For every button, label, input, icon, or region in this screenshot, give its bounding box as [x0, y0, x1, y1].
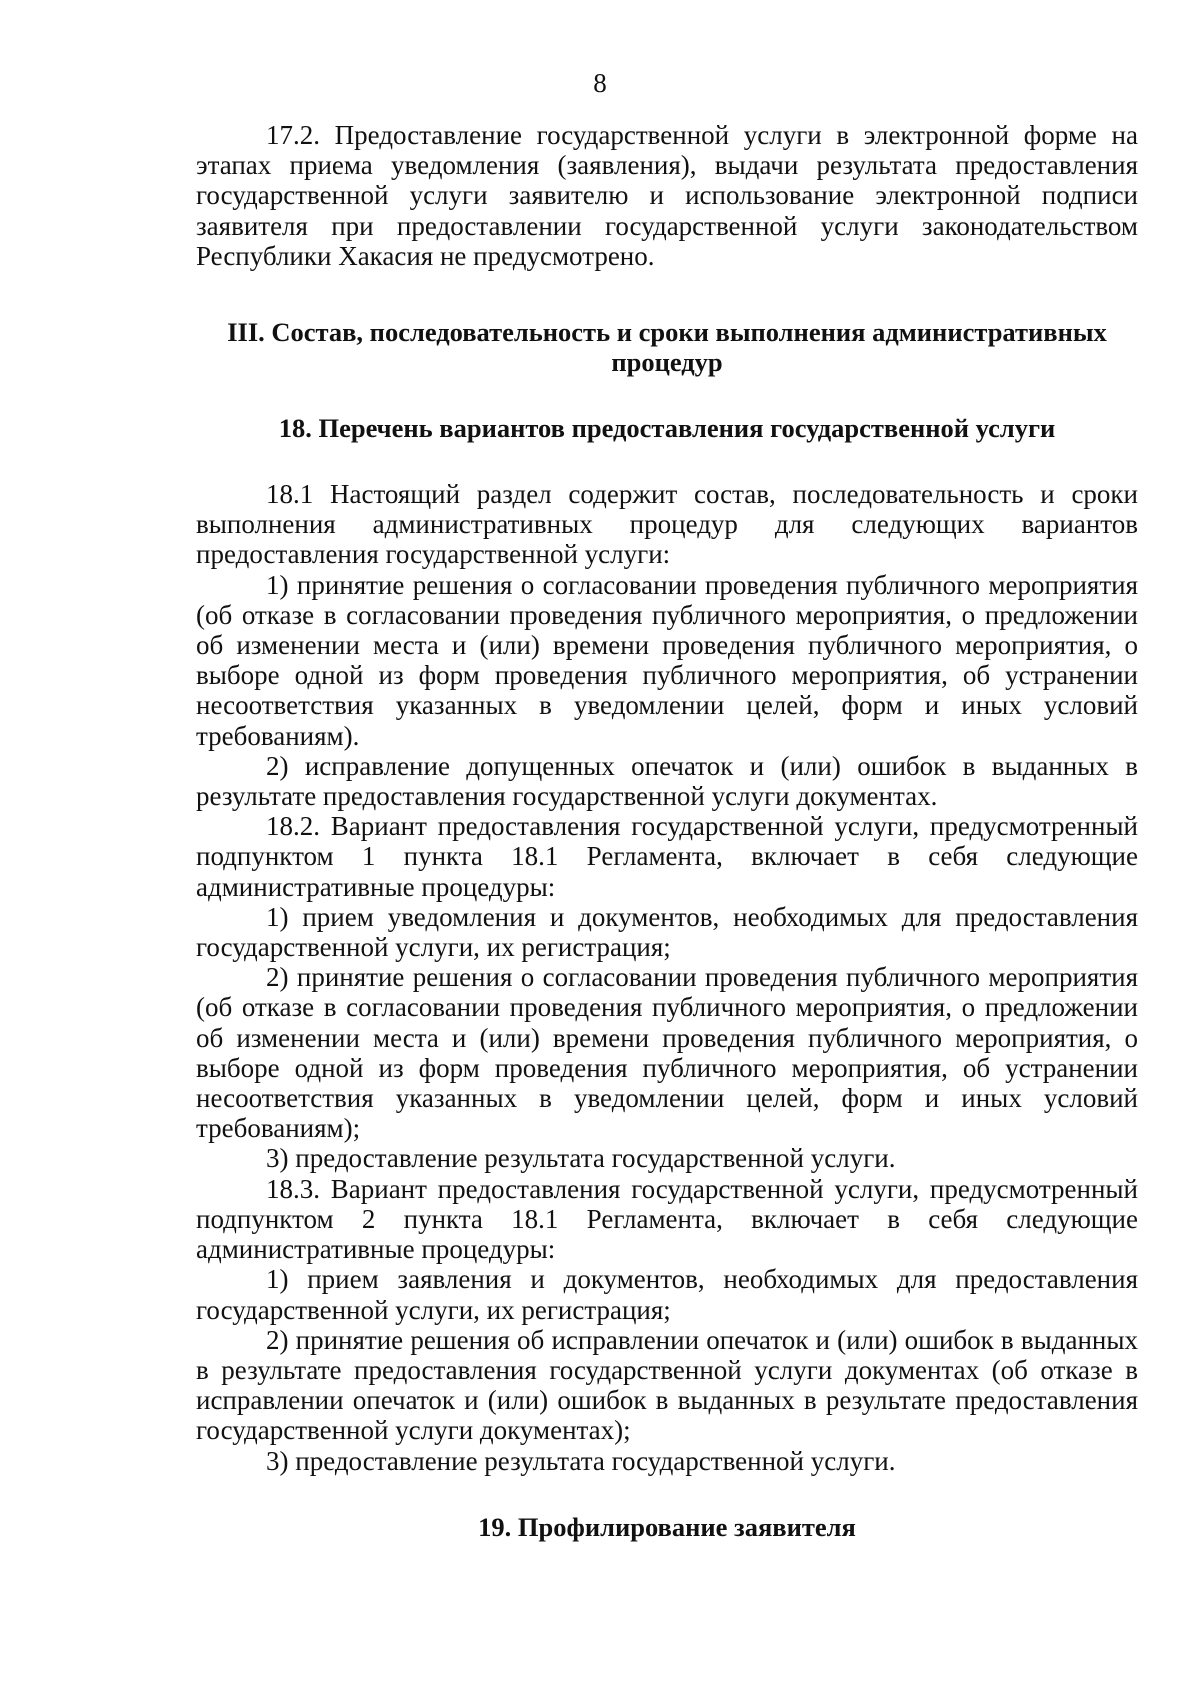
paragraph-18-3-item-1: 1) прием заявления и документов, необходимых для предоставления государственной услуги, их регистрация; — [196, 1264, 1138, 1325]
page-number: 8 — [593, 68, 607, 98]
paragraph-18-3: 18.3. Вариант предоставления государственной услуги, предусмотренный подпунктом 2 пункта 18.1 Регламента, включает в себя следующие административные процедуры: — [196, 1173, 1138, 1265]
paragraph-18-1-item-2: 2) исправление допущенных опечаток и (или) ошибок в выданных в результате предоставления государственной услуги документах. — [196, 750, 1138, 812]
paragraph-18-2-item-1: 1) прием уведомления и документов, необходимых для предоставления государственной услуги, их регистрация; — [196, 901, 1138, 963]
section-heading-iii: III. Состав, последовательность и сроки выполнения административных процедур — [227, 317, 1107, 378]
paragraph-18-1-item-1: 1) принятие решения о согласовании проведения публичного мероприятия (об отказе в согласовании проведения публичного мероприятия, о предложении об изменении места и (или) времени проведения публичного мероприятия, о выборе одной из форм проведения публичного мероприятия, об устранении несоответствия указанных в уведомлении целей, форм и иных условий требованиям). — [196, 569, 1138, 751]
heading-18: 18. Перечень вариантов предоставления государственной услуги — [278, 413, 1056, 444]
paragraph-18-3-item-3: 3) предоставление результата государственной услуги. — [266, 1445, 896, 1476]
paragraph-18-2-item-2: 2) принятие решения о согласовании проведения публичного мероприятия (об отказе в согласовании проведения публичного мероприятия, о предложении об изменении места и (или) времени проведения публичного мероприятия, о выборе одной из форм проведения публичного мероприятия, об устранении несоответствия указанных в уведомлении целей, форм и иных условий требованиям); — [196, 962, 1138, 1144]
heading-19: 19. Профилирование заявителя — [478, 1511, 856, 1542]
paragraph-17-2: 17.2. Предоставление государственной услуги в электронной форме на этапах приема уведомления (заявления), выдачи результата предоставления государственной услуги заявителю и использование электронной подписи заявителя при предоставлении государственной услуги законодательством Республики Хакасия не предусмотрено. — [196, 120, 1138, 271]
paragraph-18-2: 18.2. Вариант предоставления государственной услуги, предусмотренный подпунктом 1 пункта 18.1 Регламента, включает в себя следующие административные процедуры: — [196, 811, 1138, 902]
paragraph-18-1: 18.1 Настоящий раздел содержит состав, последовательность и сроки выполнения административных процедур для следующих вариантов предоставления государственной услуги: — [196, 479, 1138, 570]
paragraph-18-2-item-3: 3) предоставление результата государственной услуги. — [266, 1143, 896, 1174]
paragraph-18-3-item-2: 2) принятие решения об исправлении опечаток и (или) ошибок в выданных в результате предоставления государственной услуги документах (об отказе в исправлении опечаток и (или) ошибок в выданных в результате предоставления государственной услуги документах); — [196, 1324, 1138, 1446]
document-body — [196, 120, 1138, 1542]
